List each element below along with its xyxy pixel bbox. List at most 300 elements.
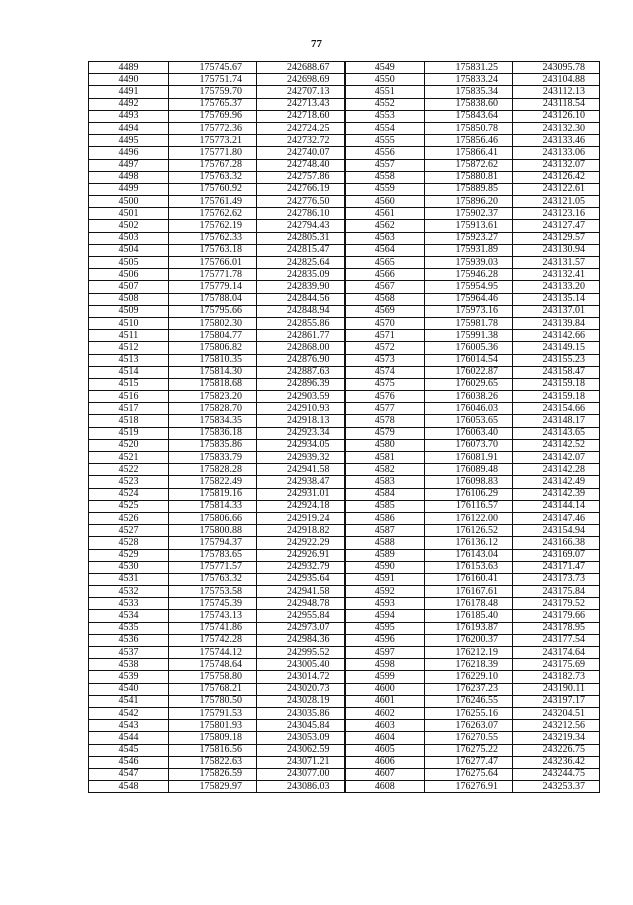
x-coordinate-cell: 175768.21 [169,683,257,695]
x-coordinate-cell: 175913.61 [425,220,513,232]
table-row [89,171,600,183]
y-coordinate-cell: 243005.40 [257,659,345,671]
x-coordinate-cell: 175806.66 [169,512,257,524]
x-coordinate-cell: 175823.20 [169,391,257,403]
point-number-cell: 4515 [89,378,169,390]
y-coordinate-cell: 243045.84 [257,720,345,732]
x-coordinate-cell: 176106.29 [425,488,513,500]
x-coordinate-cell: 175741.86 [169,622,257,634]
point-number-cell: 4574 [345,366,425,378]
point-number-cell: 4518 [89,415,169,427]
x-coordinate-cell: 175773.21 [169,135,257,147]
x-coordinate-cell: 176029.65 [425,378,513,390]
table-row [89,244,600,256]
x-coordinate-cell: 175772.36 [169,122,257,134]
y-coordinate-cell: 243179.52 [513,598,600,610]
x-coordinate-cell: 175856.46 [425,135,513,147]
y-coordinate-cell: 243169.07 [513,549,600,561]
x-coordinate-cell: 175745.67 [169,62,257,74]
y-coordinate-cell: 243166.38 [513,537,600,549]
y-coordinate-cell: 243142.39 [513,488,600,500]
x-coordinate-cell: 175889.85 [425,183,513,195]
table-row [89,147,600,159]
y-coordinate-cell: 243142.66 [513,330,600,342]
table-row [89,354,600,366]
y-coordinate-cell: 243197.17 [513,695,600,707]
y-coordinate-cell: 243144.14 [513,500,600,512]
y-coordinate-cell: 243137.01 [513,305,600,317]
y-coordinate-cell: 243159.18 [513,391,600,403]
point-number-cell: 4535 [89,622,169,634]
point-number-cell: 4575 [345,378,425,390]
point-number-cell: 4511 [89,330,169,342]
point-number-cell: 4596 [345,634,425,646]
x-coordinate-cell: 176046.03 [425,403,513,415]
x-coordinate-cell: 175954.95 [425,281,513,293]
point-number-cell: 4551 [345,86,425,98]
point-number-cell: 4587 [345,525,425,537]
table-row [89,183,600,195]
y-coordinate-cell: 243126.10 [513,110,600,122]
x-coordinate-cell: 175760.92 [169,183,257,195]
x-coordinate-cell: 175931.89 [425,244,513,256]
y-coordinate-cell: 243171.47 [513,561,600,573]
x-coordinate-cell: 176136.12 [425,537,513,549]
y-coordinate-cell: 243086.03 [257,781,345,793]
table-row [89,305,600,317]
x-coordinate-cell: 175939.03 [425,257,513,269]
x-coordinate-cell: 176022.87 [425,366,513,378]
x-coordinate-cell: 176277.47 [425,756,513,768]
point-number-cell: 4494 [89,122,169,134]
x-coordinate-cell: 176038.26 [425,391,513,403]
table-row [89,598,600,610]
x-coordinate-cell: 176126.52 [425,525,513,537]
y-coordinate-cell: 243112.13 [513,86,600,98]
x-coordinate-cell: 175745.39 [169,598,257,610]
point-number-cell: 4552 [345,98,425,110]
point-number-cell: 4532 [89,586,169,598]
y-coordinate-cell: 242757.86 [257,171,345,183]
point-number-cell: 4606 [345,756,425,768]
point-number-cell: 4521 [89,452,169,464]
x-coordinate-cell: 175788.04 [169,293,257,305]
point-number-cell: 4500 [89,196,169,208]
x-coordinate-cell: 175835.34 [425,86,513,98]
point-number-cell: 4507 [89,281,169,293]
y-coordinate-cell: 242938.47 [257,476,345,488]
point-number-cell: 4554 [345,122,425,134]
table-row [89,196,600,208]
table-row [89,512,600,524]
point-number-cell: 4559 [345,183,425,195]
y-coordinate-cell: 242941.58 [257,464,345,476]
point-number-cell: 4547 [89,768,169,780]
point-number-cell: 4539 [89,671,169,683]
x-coordinate-cell: 175819.16 [169,488,257,500]
y-coordinate-cell: 243142.28 [513,464,600,476]
point-number-cell: 4584 [345,488,425,500]
x-coordinate-cell: 175833.79 [169,452,257,464]
table-row [89,647,600,659]
point-number-cell: 4537 [89,647,169,659]
x-coordinate-cell: 176053.65 [425,415,513,427]
point-number-cell: 4567 [345,281,425,293]
x-coordinate-cell: 175762.62 [169,208,257,220]
point-number-cell: 4534 [89,610,169,622]
x-coordinate-cell: 175744.12 [169,647,257,659]
point-number-cell: 4498 [89,171,169,183]
y-coordinate-cell: 242748.40 [257,159,345,171]
x-coordinate-cell: 175850.78 [425,122,513,134]
table-row [89,525,600,537]
point-number-cell: 4525 [89,500,169,512]
x-coordinate-cell: 175783.65 [169,549,257,561]
point-number-cell: 4570 [345,317,425,329]
y-coordinate-cell: 243133.46 [513,135,600,147]
table-row [89,659,600,671]
y-coordinate-cell: 243142.07 [513,452,600,464]
table-row [89,452,600,464]
x-coordinate-cell: 176122.00 [425,512,513,524]
y-coordinate-cell: 243132.41 [513,269,600,281]
point-number-cell: 4490 [89,74,169,86]
table-row [89,98,600,110]
x-coordinate-cell: 175896.20 [425,196,513,208]
table-row [89,86,600,98]
x-coordinate-cell: 175762.33 [169,232,257,244]
y-coordinate-cell: 243175.69 [513,659,600,671]
table-row [89,695,600,707]
x-coordinate-cell: 175780.50 [169,695,257,707]
table-row [89,74,600,86]
y-coordinate-cell: 243155.23 [513,354,600,366]
x-coordinate-cell: 176229.10 [425,671,513,683]
point-number-cell: 4601 [345,695,425,707]
y-coordinate-cell: 243139.84 [513,317,600,329]
table-row [89,464,600,476]
point-number-cell: 4576 [345,391,425,403]
point-number-cell: 4501 [89,208,169,220]
point-number-cell: 4597 [345,647,425,659]
point-number-cell: 4593 [345,598,425,610]
point-number-cell: 4595 [345,622,425,634]
x-coordinate-cell: 175758.80 [169,671,257,683]
y-coordinate-cell: 243014.72 [257,671,345,683]
x-coordinate-cell: 175751.74 [169,74,257,86]
y-coordinate-cell: 243149.15 [513,342,600,354]
x-coordinate-cell: 176212.19 [425,647,513,659]
point-number-cell: 4548 [89,781,169,793]
y-coordinate-cell: 242887.63 [257,366,345,378]
x-coordinate-cell: 176081.91 [425,452,513,464]
x-coordinate-cell: 175946.28 [425,269,513,281]
point-number-cell: 4586 [345,512,425,524]
point-number-cell: 4536 [89,634,169,646]
table-row [89,781,600,793]
x-coordinate-cell: 176255.16 [425,707,513,719]
table-row [89,586,600,598]
x-coordinate-cell: 175973.16 [425,305,513,317]
y-coordinate-cell: 242707.13 [257,86,345,98]
y-coordinate-cell: 243236.42 [513,756,600,768]
y-coordinate-cell: 243135.14 [513,293,600,305]
x-coordinate-cell: 176143.04 [425,549,513,561]
y-coordinate-cell: 242896.39 [257,378,345,390]
table-row [89,488,600,500]
x-coordinate-cell: 176073.70 [425,439,513,451]
point-number-cell: 4540 [89,683,169,695]
point-number-cell: 4602 [345,707,425,719]
table-row [89,330,600,342]
point-number-cell: 4556 [345,147,425,159]
y-coordinate-cell: 243133.20 [513,281,600,293]
point-number-cell: 4557 [345,159,425,171]
point-number-cell: 4603 [345,720,425,732]
point-number-cell: 4568 [345,293,425,305]
page-number: 77 [311,38,322,50]
point-number-cell: 4608 [345,781,425,793]
point-number-cell: 4506 [89,269,169,281]
x-coordinate-cell: 175765.37 [169,98,257,110]
x-coordinate-cell: 175809.18 [169,732,257,744]
table-row [89,768,600,780]
x-coordinate-cell: 175814.30 [169,366,257,378]
y-coordinate-cell: 242955.84 [257,610,345,622]
y-coordinate-cell: 242825.64 [257,257,345,269]
x-coordinate-cell: 175991.38 [425,330,513,342]
point-number-cell: 4560 [345,196,425,208]
point-number-cell: 4549 [345,62,425,74]
y-coordinate-cell: 242868.00 [257,342,345,354]
point-number-cell: 4565 [345,257,425,269]
y-coordinate-cell: 242934.05 [257,439,345,451]
x-coordinate-cell: 176167.61 [425,586,513,598]
y-coordinate-cell: 242973.07 [257,622,345,634]
y-coordinate-cell: 242922.29 [257,537,345,549]
table-row [89,683,600,695]
table-row [89,293,600,305]
y-coordinate-cell: 242732.72 [257,135,345,147]
table-row [89,269,600,281]
x-coordinate-cell: 176246.55 [425,695,513,707]
table-row [89,281,600,293]
x-coordinate-cell: 175822.63 [169,756,257,768]
point-number-cell: 4571 [345,330,425,342]
x-coordinate-cell: 176237.23 [425,683,513,695]
x-coordinate-cell: 175838.60 [425,98,513,110]
point-number-cell: 4543 [89,720,169,732]
point-number-cell: 4582 [345,464,425,476]
y-coordinate-cell: 243174.64 [513,647,600,659]
table-row [89,720,600,732]
y-coordinate-cell: 242910.93 [257,403,345,415]
y-coordinate-cell: 242939.32 [257,452,345,464]
x-coordinate-cell: 176014.54 [425,354,513,366]
table-row [89,159,600,171]
table-row [89,671,600,683]
y-coordinate-cell: 242876.90 [257,354,345,366]
y-coordinate-cell: 243118.54 [513,98,600,110]
point-number-cell: 4510 [89,317,169,329]
point-number-cell: 4588 [345,537,425,549]
x-coordinate-cell: 176263.07 [425,720,513,732]
x-coordinate-cell: 175771.80 [169,147,257,159]
table-row [89,122,600,134]
y-coordinate-cell: 242776.50 [257,196,345,208]
point-number-cell: 4533 [89,598,169,610]
point-number-cell: 4528 [89,537,169,549]
table-row [89,427,600,439]
point-number-cell: 4572 [345,342,425,354]
y-coordinate-cell: 243126.42 [513,171,600,183]
table-row [89,537,600,549]
table-row [89,62,600,74]
y-coordinate-cell: 242903.59 [257,391,345,403]
x-coordinate-cell: 175759.70 [169,86,257,98]
y-coordinate-cell: 242794.43 [257,220,345,232]
x-coordinate-cell: 176153.63 [425,561,513,573]
table-row [89,415,600,427]
point-number-cell: 4491 [89,86,169,98]
y-coordinate-cell: 243131.57 [513,257,600,269]
x-coordinate-cell: 175769.96 [169,110,257,122]
x-coordinate-cell: 175801.93 [169,720,257,732]
y-coordinate-cell: 242932.79 [257,561,345,573]
x-coordinate-cell: 175771.57 [169,561,257,573]
point-number-cell: 4566 [345,269,425,281]
x-coordinate-cell: 175763.18 [169,244,257,256]
point-number-cell: 4589 [345,549,425,561]
y-coordinate-cell: 242839.90 [257,281,345,293]
point-number-cell: 4546 [89,756,169,768]
y-coordinate-cell: 242855.86 [257,317,345,329]
y-coordinate-cell: 242924.18 [257,500,345,512]
x-coordinate-cell: 175816.56 [169,744,257,756]
x-coordinate-cell: 175795.66 [169,305,257,317]
y-coordinate-cell: 243122.61 [513,183,600,195]
x-coordinate-cell: 176178.48 [425,598,513,610]
table-row [89,744,600,756]
x-coordinate-cell: 175923.27 [425,232,513,244]
y-coordinate-cell: 243133.06 [513,147,600,159]
y-coordinate-cell: 243035.86 [257,707,345,719]
y-coordinate-cell: 243190.11 [513,683,600,695]
y-coordinate-cell: 242918.82 [257,525,345,537]
point-number-cell: 4599 [345,671,425,683]
point-number-cell: 4531 [89,573,169,585]
y-coordinate-cell: 243123.16 [513,208,600,220]
y-coordinate-cell: 242948.78 [257,598,345,610]
y-coordinate-cell: 243148.17 [513,415,600,427]
point-number-cell: 4541 [89,695,169,707]
y-coordinate-cell: 243154.66 [513,403,600,415]
table-row [89,135,600,147]
point-number-cell: 4529 [89,549,169,561]
table-row [89,403,600,415]
table-row [89,707,600,719]
point-number-cell: 4514 [89,366,169,378]
x-coordinate-cell: 175866.41 [425,147,513,159]
table-row [89,317,600,329]
x-coordinate-cell: 176270.55 [425,732,513,744]
x-coordinate-cell: 175761.49 [169,196,257,208]
x-coordinate-cell: 175831.25 [425,62,513,74]
point-number-cell: 4579 [345,427,425,439]
y-coordinate-cell: 243077.00 [257,768,345,780]
x-coordinate-cell: 175828.28 [169,464,257,476]
y-coordinate-cell: 242740.07 [257,147,345,159]
x-coordinate-cell: 175767.28 [169,159,257,171]
y-coordinate-cell: 243154.94 [513,525,600,537]
y-coordinate-cell: 242995.52 [257,647,345,659]
point-number-cell: 4527 [89,525,169,537]
table-row [89,391,600,403]
y-coordinate-cell: 242835.09 [257,269,345,281]
x-coordinate-cell: 175822.49 [169,476,257,488]
y-coordinate-cell: 242786.10 [257,208,345,220]
y-coordinate-cell: 243179.66 [513,610,600,622]
table-row [89,561,600,573]
y-coordinate-cell: 243226.75 [513,744,600,756]
x-coordinate-cell: 175779.14 [169,281,257,293]
x-coordinate-cell: 176275.64 [425,768,513,780]
point-number-cell: 4592 [345,586,425,598]
point-number-cell: 4590 [345,561,425,573]
x-coordinate-cell: 175766.01 [169,257,257,269]
y-coordinate-cell: 243143.65 [513,427,600,439]
y-coordinate-cell: 243219.34 [513,732,600,744]
x-coordinate-cell: 175981.78 [425,317,513,329]
y-coordinate-cell: 243127.47 [513,220,600,232]
point-number-cell: 4604 [345,732,425,744]
y-coordinate-cell: 243159.18 [513,378,600,390]
table-row [89,110,600,122]
x-coordinate-cell: 175742.28 [169,634,257,646]
x-coordinate-cell: 176200.37 [425,634,513,646]
y-coordinate-cell: 242931.01 [257,488,345,500]
y-coordinate-cell: 242984.36 [257,634,345,646]
y-coordinate-cell: 242844.56 [257,293,345,305]
x-coordinate-cell: 175964.46 [425,293,513,305]
table-row [89,610,600,622]
point-number-cell: 4508 [89,293,169,305]
y-coordinate-cell: 243175.84 [513,586,600,598]
x-coordinate-cell: 175836.18 [169,427,257,439]
x-coordinate-cell: 176275.22 [425,744,513,756]
point-number-cell: 4594 [345,610,425,622]
point-number-cell: 4505 [89,257,169,269]
x-coordinate-cell: 175810.35 [169,354,257,366]
x-coordinate-cell: 175743.13 [169,610,257,622]
point-number-cell: 4524 [89,488,169,500]
x-coordinate-cell: 175763.32 [169,171,257,183]
x-coordinate-cell: 175835.86 [169,439,257,451]
point-number-cell: 4489 [89,62,169,74]
x-coordinate-cell: 175748.64 [169,659,257,671]
point-number-cell: 4544 [89,732,169,744]
table-row [89,756,600,768]
point-number-cell: 4499 [89,183,169,195]
point-number-cell: 4573 [345,354,425,366]
x-coordinate-cell: 175804.77 [169,330,257,342]
coordinates-table-body [89,62,600,793]
point-number-cell: 4605 [345,744,425,756]
x-coordinate-cell: 175800.88 [169,525,257,537]
x-coordinate-cell: 175806.82 [169,342,257,354]
table-row [89,634,600,646]
x-coordinate-cell: 175814.33 [169,500,257,512]
